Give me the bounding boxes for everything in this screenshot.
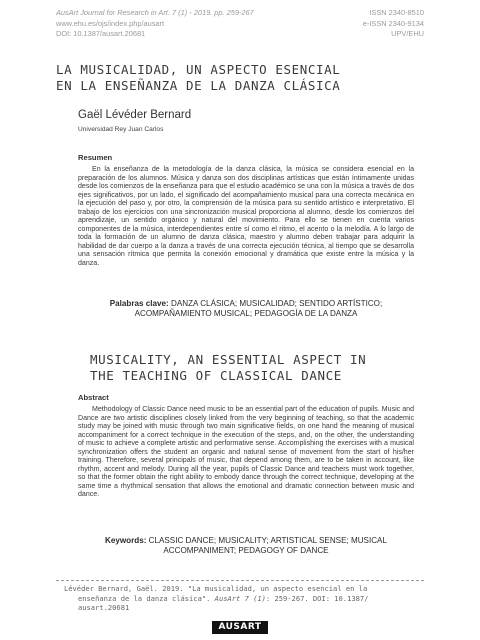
- citation-line-2-start: enseñanza de la danza clásica".: [78, 593, 215, 603]
- citation-line-1: Lévéder Bernard, Gaël. 2019. "La musicalidad, un aspecto esencial en la: [64, 584, 368, 593]
- palabras-clave-label: Palabras clave:: [109, 299, 169, 308]
- abstract-body: Methodology of Classic Dance need music to be an essential part of the education of pupils. Music and Dance are two artistic disciplines closely linked from the very beginning of teaching, so that the academic study may be joined with music through two main significative fields, on one hand the meaning of musical accompaniment for a correct technique in the execution of the steps, and, on the other, the understanding of music to achieve a complete artistic and performative sense. Accomplishing the exercises with a musical synchronization offers the student an organic and natural sense of movement from the start of his/her training. Therefore, several principals of music, that depend among them, are to be taken in account, like rhythm, accent and melody. During all the year, pupils of Classic Dance and teachers must work together, so that the former obtain the right ability to embody dance through the correct technique, developing at the same time a rhythmical sensation that allows the emotional and dramatic connection between music and dance.: [78, 406, 414, 498]
- citation-divider: [56, 580, 424, 581]
- abstract-heading: Abstract: [78, 393, 109, 402]
- title-es-line-2: EN LA ENSEÑANZA DE LA DANZA CLÁSICA: [56, 78, 341, 93]
- resumen-body: En la enseñanza de la metodología de la danza clásica, la música se considera esencial en la preparación de los alumnos. Música y danza son dos disciplinas artísticas que están íntimamente unidas desde los comienzos de la enseñanza para que el estudio académico se una con la música a través de dos ejes significativos, por un lado, el significado del acompañamiento musical para una correcta mecánica en la ejecución del paso y, por otro, la comprensión de la música para su sentido artístico e interpretativo. El trabajo de los ejercicios con una sincronización musical proporciona al alumno, desde los comienzos del aprendizaje, un sentido orgánico y natural del movimiento. Para ello se tienen en cuenta varios componentes de la música, interdependientes entre sí como el ritmo, el acento o la melodía. A lo largo de toda la formación de un alumno de danza clásica, maestro y alumno deben trabajar para adquirir la habilidad de dar cuerpo a la danza a través de una correcta ejecución técnica, al tiempo que se desarrolla una sensación rítmica que permita la conexión emocional y dramática que existe entre la música y la danza.: [78, 166, 414, 267]
- keywords-label: Keywords:: [105, 536, 147, 545]
- eissn: e-ISSN 2340-9134: [362, 18, 424, 28]
- citation-line-2-end: : 259-267. DOI: 10.1387/: [265, 593, 369, 603]
- header-right: [363, 8, 424, 40]
- title-en-line-2: THE TEACHING OF CLASSICAL DANCE: [90, 368, 342, 383]
- resumen-heading: Resumen: [78, 153, 113, 162]
- journal-header: [56, 8, 424, 48]
- journal-doi: DOI: 10.1387/ausart.20681: [56, 29, 146, 38]
- author-affiliation: Universidad Rey Juan Carlos: [78, 126, 164, 133]
- citation-journal: AusArt 7 (1): [214, 593, 266, 603]
- citation-block: [64, 584, 424, 613]
- palabras-clave: [78, 299, 414, 319]
- journal-url: www.ehu.es/ojs/index.php/ausart: [56, 18, 165, 28]
- title-en-line-1: MUSICALITY, AN ESSENTIAL ASPECT IN: [90, 352, 367, 367]
- citation-line-2: [64, 594, 424, 604]
- article-title-en: [90, 352, 430, 384]
- palabras-clave-list: DANZA CLÁSICA; MUSICALIDAD; SENTIDO ARTÍSTICO; ACOMPAÑAMIENTO MUSICAL; PEDAGOGÍA DE LA DANZA: [134, 299, 383, 318]
- citation-line-3: ausart.20681: [78, 603, 130, 612]
- title-es-line-1: LA MUSICALIDAD, UN ASPECTO ESENCIAL: [56, 62, 341, 77]
- publisher: UPV/EHU: [391, 29, 424, 38]
- issn: ISSN 2340-8510: [369, 8, 424, 17]
- journal-citation: AusArt Journal for Research in Art. 7 (1) - 2019. pp. 259-267: [56, 8, 254, 17]
- article-title-es: [56, 62, 426, 94]
- keywords: [78, 536, 414, 556]
- author-name: Gaël Lévéder Bernard: [78, 109, 192, 121]
- ausart-logo: AUSART: [212, 621, 268, 634]
- keywords-list: CLASSIC DANCE; MUSICALITY; ARTISTICAL SENSE; MUSICAL ACCOMPANIMENT; PEDAGOGY OF DANCE: [148, 536, 387, 555]
- header-left: [56, 8, 254, 40]
